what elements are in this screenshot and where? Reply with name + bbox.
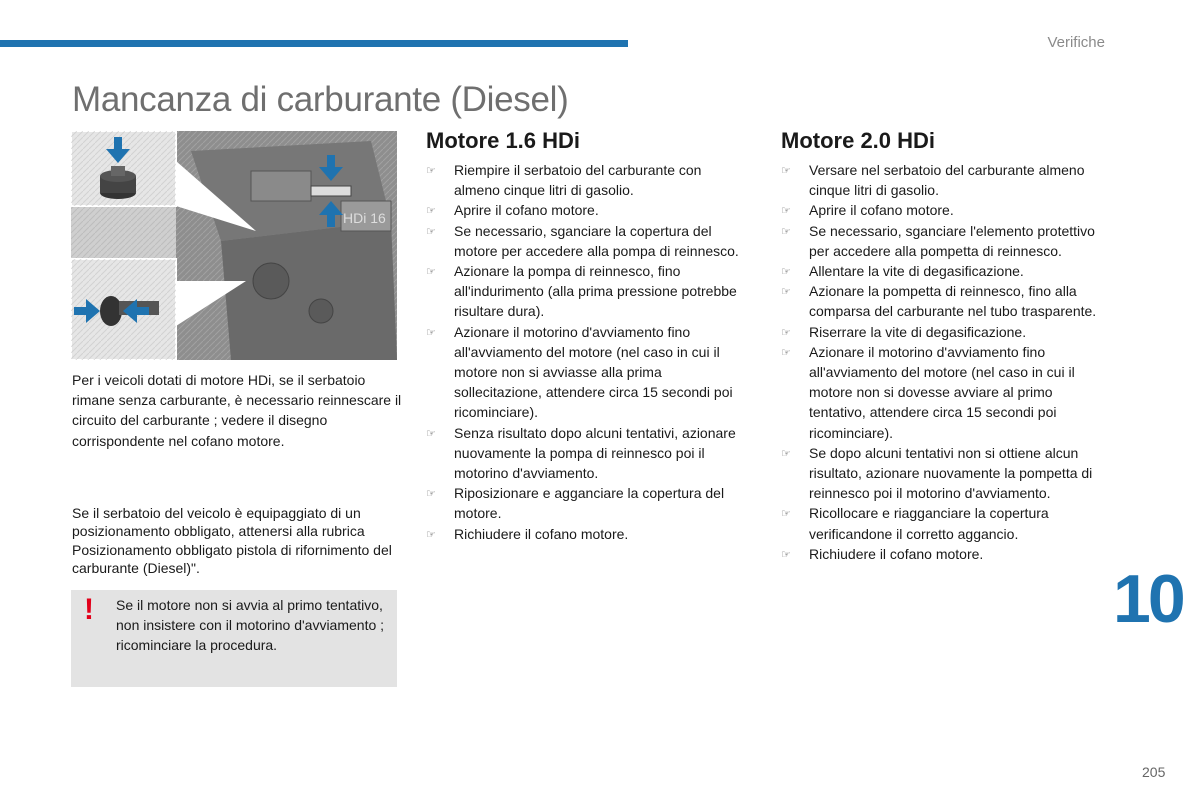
step-item: ☞ Richiudere il cofano motore. (781, 544, 1111, 564)
motor-2-0-section (781, 128, 1111, 564)
hand-pointer-icon: ☞ (781, 346, 791, 359)
warning-text: Se il motore non si avvia al primo tentativo, non insistere con il motorino d'avviamento ; ricominciare la procedura. (116, 597, 385, 654)
hand-pointer-icon: ☞ (781, 286, 791, 299)
hand-pointer-icon: ☞ (781, 326, 791, 339)
motor-1-6-steps (426, 160, 746, 544)
motor-2-0-steps (781, 160, 1111, 564)
engine-badge: HDi 16 (343, 210, 386, 226)
step-item: ☞ Riempire il serbatoio del carburante con almeno cinque litri di gasolio. (426, 162, 702, 199)
engine-illustration (71, 131, 397, 360)
step-item: ☞ Azionare il motorino d'avviamento fino all'avviamento del motore (nel caso in cui il motore non si dovesse avviare al primo tentativo, attendere circa 15 secondi poi ricominciare). (781, 343, 1075, 441)
page-title: Mancanza di carburante (Diesel) (72, 80, 569, 119)
hand-pointer-icon: ☞ (781, 225, 791, 238)
page-number: 205 (1142, 764, 1166, 780)
step-item: ☞ Azionare la pompa di reinnesco, fino all'indurimento (alla prima pressione potrebbe risultare dura). (426, 263, 737, 320)
step-item: ☞ Se dopo alcuni tentativi non si ottiene alcun risultato, azionare nuovamente la pompetta di reinnesco poi il motorino d'avviamento. (781, 444, 1093, 502)
hand-pointer-icon: ☞ (426, 205, 436, 218)
intro-paragraph: Per i veicoli dotati di motore HDi, se il serbatoio rimane senza carburante, è necessario reinnescare il circuito del carburante ; vedere il disegno corrispondente nel cofano motore. (72, 372, 402, 449)
chapter-number: 10 (1113, 561, 1183, 637)
header-accent-bar (0, 40, 628, 47)
hand-pointer-icon: ☞ (426, 225, 436, 238)
hand-pointer-icon: ☞ (426, 326, 436, 339)
step-item: ☞ Azionare il motorino d'avviamento fino all'avviamento del motore (nel caso in cui il motore non si avviasse alla prima sollecitazione, attendere circa 15 secondi poi ricominciare). (426, 323, 733, 421)
step-item: ☞ Versare nel serbatoio del carburante almeno cinque litri di gasolio. (781, 162, 1085, 199)
hand-pointer-icon: ☞ (426, 528, 436, 541)
motor-1-6-section (426, 128, 746, 544)
hand-pointer-icon: ☞ (426, 165, 436, 177)
hand-pointer-icon: ☞ (781, 205, 791, 218)
step-item: ☞ Allentare la vite di degasificazione. (781, 261, 1111, 281)
step-item: ☞ Se necessario, sganciare l'elemento protettivo per accedere alla pompetta di reinnesco. (781, 222, 1095, 259)
section-title: Verifiche (1047, 34, 1105, 51)
hand-pointer-icon: ☞ (781, 548, 791, 561)
step-item: ☞ Ricollocare e riagganciare la copertura verificandone il corretto aggancio. (781, 505, 1049, 542)
step-item: ☞ Riposizionare e agganciare la copertura del motore. (426, 485, 725, 522)
step-item: ☞ Richiudere il cofano motore. (426, 524, 746, 544)
hand-pointer-icon: ☞ (426, 488, 436, 501)
hand-pointer-icon: ☞ (426, 427, 436, 440)
hand-pointer-icon: ☞ (426, 266, 436, 279)
step-item: ☞ Aprire il cofano motore. (426, 200, 746, 220)
note-paragraph: Se il serbatoio del veicolo è equipaggiato di un posizionamento obbligato, attenersi alla rubrica Posizionamento obbligato pistola di rifornimento del carburante (Diesel)". (72, 505, 392, 577)
step-item: ☞ Azionare la pompetta di reinnesco, fino alla comparsa del carburante nel tubo trasparente. (781, 283, 1097, 320)
hand-pointer-icon: ☞ (781, 508, 791, 521)
motor-1-6-title: Motore 1.6 HDi (426, 128, 581, 153)
step-item: ☞ Senza risultato dopo alcuni tentativi, azionare nuovamente la pompa di reinnesco poi il motorino d'avviamento. (426, 424, 736, 482)
hand-pointer-icon: ☞ (781, 266, 791, 279)
step-item: ☞ Riserrare la vite di degasificazione. (781, 322, 1111, 342)
warning-icon: ! (84, 593, 94, 626)
motor-2-0-title: Motore 2.0 HDi (781, 128, 936, 153)
warning-box (71, 590, 397, 687)
hand-pointer-icon: ☞ (781, 447, 791, 460)
step-item: ☞ Se necessario, sganciare la copertura del motore per accedere alla pompa di reinnesco. (426, 222, 739, 259)
hand-pointer-icon: ☞ (781, 165, 791, 177)
step-item: ☞ Aprire il cofano motore. (781, 200, 1111, 220)
